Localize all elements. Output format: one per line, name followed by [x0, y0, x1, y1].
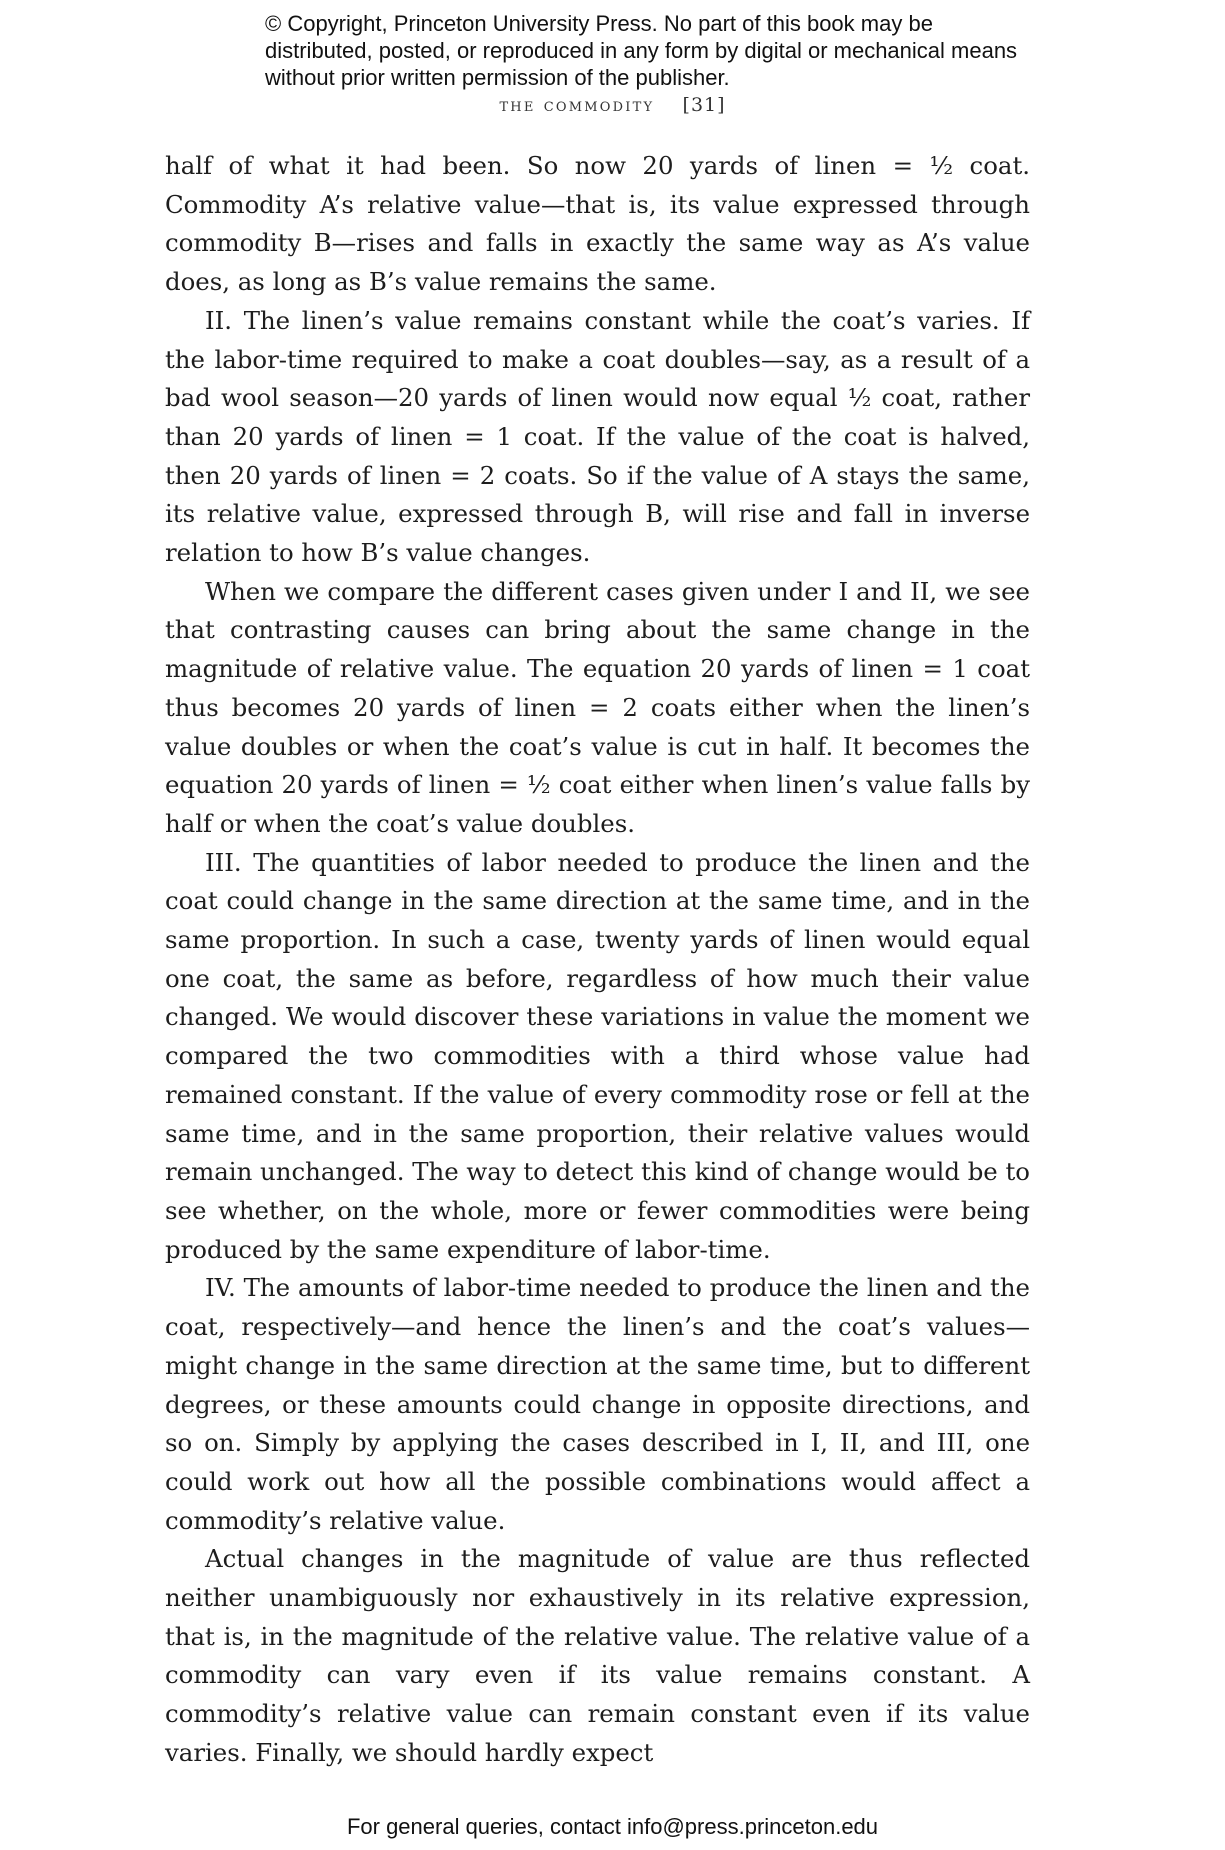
- copyright-notice: © Copyright, Princeton University Press. No part of this book may be distributed, posted, or reproduced in any form by digital or mechanical means without prior written permission of the publisher.: [265, 11, 1018, 90]
- paragraph: half of what it had been. So now 20 yards of linen = ½ coat. Commodity A’s relative value—that is, its value expressed through commodity B—rises and falls in exactly the same way as A’s value does, as long as B’s value remains the same.: [165, 151, 1030, 297]
- page-number: [31]: [682, 94, 726, 116]
- running-head-title: the commodity: [499, 94, 655, 116]
- paragraph: II. The linen’s value remains constant while the coat’s varies. If the labor-time required to make a coat doubles—say, as a result of a bad wool season—20 yards of linen would now equal ½ coat, rather than 20 yards of linen = 1 coat. If the value of the coat is halved, then 20 yards of linen = 2 coats. So if the value of A stays the same, its relative value, expressed through B, will rise and fall in inverse relation to how B’s value changes.: [165, 305, 1030, 568]
- paragraph: III. The quantities of labor needed to produce the linen and the coat could change in the same direction at the same time, and in the same proportion. In such a case, twenty yards of linen would equal one coat, the same as before, regardless of how much their value changed. We would discover these variations in value the moment we compared the two commodities with a third whose value had remained constant. If the value of every commodity rose or fell at the same time, and in the same proportion, their relative values would remain unchanged. The way to detect this kind of change would be to see whether, on the whole, more or fewer commodities were being produced by the same expenditure of labor-time.: [165, 847, 1030, 1264]
- footer-contact: For general queries, contact info@press.princeton.edu: [346, 1814, 879, 1839]
- running-head: [0, 94, 1225, 116]
- paragraph: When we compare the different cases given under I and II, we see that contrasting causes can bring about the same change in the magnitude of relative value. The equation 20 yards of linen = 1 coat thus becomes 20 yards of linen = 2 coats either when the linen’s value doubles or when the coat’s value is cut in half. It becomes the equation 20 yards of linen = ½ coat either when linen’s value falls by half or when the coat’s value doubles.: [165, 576, 1030, 838]
- body-text: [165, 147, 1030, 1773]
- paragraph: Actual changes in the magnitude of value are thus reflected neither unambiguously nor exhaustively in its relative expression, that is, in the magnitude of the relative value. The relative value of a commodity can vary even if its value remains constant. A commodity’s relative value can remain constant even if its value varies. Finally, we should hardly expect: [165, 1544, 1030, 1767]
- paragraph: IV. The amounts of labor-time needed to produce the linen and the coat, respectively—and hence the linen’s and the coat’s values—might change in the same direction at the same time, but to different degrees, or these amounts could change in opposite directions, and so on. Simply by applying the cases described in I, II, and III, one could work out how all the possible combinations would affect a commodity’s relative value.: [165, 1273, 1030, 1535]
